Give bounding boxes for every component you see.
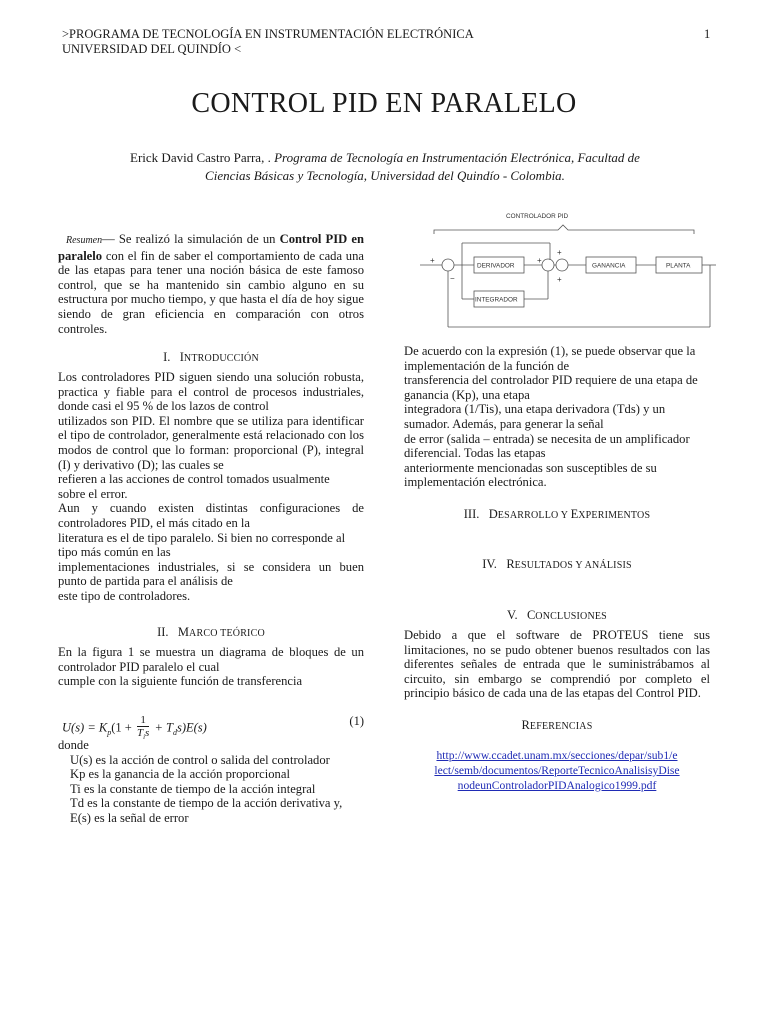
transfer-function-equation: $U(s) = K_p(1$ + 1 $T_is$ + $T_ds)E(s)$ (1) — [62, 714, 364, 742]
ganancia-label: GANANCIA — [592, 262, 626, 270]
intro-p2d: este tipo de controladores. — [58, 588, 191, 603]
intro-p1c: refieren a las acciones de control tomados usualmente — [58, 472, 330, 487]
definition-td: Td es la constante de tiempo de la acción derivativa y, — [70, 796, 343, 811]
marco-body — [58, 645, 364, 689]
sign-plus-4: + — [557, 275, 562, 284]
sign-plus-2: + — [537, 256, 542, 265]
intro-p1a: Los controladores PID siguen siendo una solución robusta, practica y fiable para el control de procesos industriales, donde casi el 95 % de los lazos de control — [58, 370, 364, 414]
abstract-text-2: con el fin de saber el comportamiento de cada una de las etapas para tener una noción básica de este famoso control, que se ha mantenido sin cambio alguno en su estructura por mucho tiempo, y que hasta el día de hoy sigue siendo de gran eficiencia en comparación con otros controles. — [58, 248, 364, 336]
abstract — [58, 232, 364, 336]
author-affiliation-1: Programa de Tecnología en Instrumentación Electrónica, Facultad de — [274, 150, 640, 165]
right-line-5: integradora (1/Tis), una etapa derivadora (Tds) y un — [404, 402, 666, 417]
reference-link-line-1[interactable]: http://www.ccadet.unam.mx/secciones/depar/sub1/e — [436, 749, 678, 762]
right-line-10: implementación electrónica. — [404, 475, 547, 490]
pid-block-diagram — [420, 210, 716, 332]
sum-junction-2 — [542, 259, 554, 271]
definitions-list — [58, 738, 364, 826]
author-name: Erick David Castro Parra, . — [130, 150, 275, 165]
right-line-9: anteriormente mencionadas son susceptibles de su — [404, 460, 657, 475]
right-line-2: implementación de la función de — [404, 358, 570, 373]
right-line-1: De acuerdo con la expresión (1), se puede observar que la — [404, 344, 696, 358]
conclusiones-body: Debido a que el software de PROTEUS tiene sus limitaciones, no se pudo obtener buenos resultados con las diferentes señales de entrada que le suministrábamos al circuito, sin embargo se comprendió por completo el principio básico de cada una de las etapas del Control PID. — [404, 628, 710, 701]
intro-p2b: literatura es el de tipo paralelo. Si bien no corresponde al tipo más común en las — [58, 530, 346, 560]
definition-ti: Ti es la constante de tiempo de la acción integral — [70, 781, 316, 796]
intro-p1b: utilizados son PID. El nombre que se utiliza para identificar el tipo de controlador, generalmente está relacionado con los modos de control que lo forman: proporcional (P), integral (I) y derivativo (D); las cuales se — [58, 413, 364, 472]
section-heading-resultados: IV. RESULTADOS Y ANÁLISIS — [482, 557, 632, 571]
equation-number: (1) — [349, 714, 364, 728]
marco-p1a: En la figura 1 se muestra un diagrama de bloques de un controlador PID paralelo el cual — [58, 645, 364, 674]
planta-label: PLANTA — [666, 262, 691, 270]
section-heading-desarrollo: III. DESARROLLO Y EXPERIMENTOS — [463, 507, 651, 521]
page-number: 1 — [704, 27, 711, 41]
sum-junction-3 — [556, 259, 568, 271]
right-body — [404, 344, 710, 490]
sum-junction-1 — [442, 259, 454, 271]
reference-link-line-3[interactable]: nodeunControladorPIDAnalogico1999.pdf — [457, 779, 657, 792]
reference-list — [404, 748, 710, 793]
intro-p2c: implementaciones industriales, si se considera un buen punto de partida para el análisis de — [58, 559, 364, 589]
definition-u: U(s) es la acción de control o salida del controlador — [70, 752, 330, 767]
sign-plus-3: + — [557, 248, 562, 257]
right-line-7: de error (salida – entrada) se necesita de un amplificador — [404, 431, 690, 446]
marco-p1b: cumple con la siguiente función de transferencia — [58, 674, 303, 689]
abstract-text-1: Se realizó la simulación de un — [118, 232, 280, 246]
section-heading-conclusiones: V. CONCLUSIONES — [507, 608, 607, 622]
controller-brace — [434, 225, 694, 234]
definitions-donde: donde — [58, 738, 89, 752]
integrador-label: INTEGRADOR — [475, 296, 518, 304]
sign-minus-1: − — [450, 274, 455, 283]
derivador-label: DERIVADOR — [477, 262, 515, 270]
definition-e: E(s) es la señal de error — [70, 810, 189, 825]
controller-label: CONTROLADOR PID — [506, 213, 569, 220]
header-line-2: UNIVERSIDAD DEL QUINDÍO < — [62, 42, 242, 56]
abstract-dash: — — [102, 232, 119, 246]
section-heading-marco: II. MARCO TEÓRICO — [157, 625, 265, 639]
intro-body — [58, 370, 364, 604]
section-heading-referencias: REFERENCIAS — [521, 718, 593, 732]
author-affiliation-2: Ciencias Básicas y Tecnología, Universidad del Quindío - Colombia. — [205, 168, 565, 183]
header-line-1: >PROGRAMA DE TECNOLOGÍA EN INSTRUMENTACIÓN ELECTRÓNICA — [62, 27, 474, 41]
reference-link-line-2[interactable]: lect/semb/documentos/ReporteTecnicoAnalisisyDise — [434, 764, 680, 777]
definition-kp: Kp es la ganancia de la acción proporcional — [70, 767, 290, 782]
intro-p2a: Aun y cuando existen distintas configuraciones de controladores PID, el más citado en la — [58, 501, 364, 530]
right-line-6: sumador. Además, para generar la señal — [404, 416, 604, 431]
abstract-label: Resumen — [66, 235, 103, 246]
abstract-bold: Control PID en paralelo — [58, 232, 365, 263]
section-heading-intro: I. INTRODUCCIÓN — [163, 350, 259, 364]
right-line-4: ganancia (Kp), una etapa — [404, 387, 530, 402]
right-line-3: transferencia del controlador PID requiere de una etapa de — [404, 373, 698, 388]
right-line-8: diferencial. Todas las etapas — [404, 446, 546, 461]
sign-plus-1: + — [430, 256, 435, 265]
running-header — [62, 27, 474, 57]
intro-p1d: sobre el error. — [58, 486, 128, 501]
paper-title: CONTROL PID EN PARALELO — [191, 88, 577, 119]
author-block — [90, 149, 680, 185]
